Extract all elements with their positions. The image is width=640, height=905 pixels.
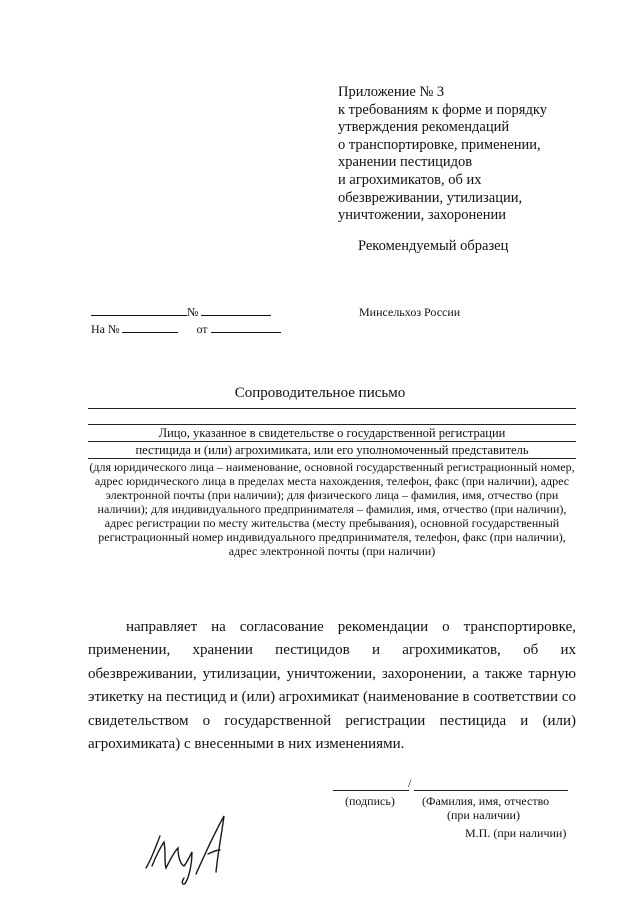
- sender-line-1: Лицо, указанное в свидетельстве о государственной регистрации: [158, 426, 506, 440]
- signature-field: [333, 790, 409, 791]
- outgoing-date-field: [91, 304, 187, 316]
- seal-label: М.П. (при наличии): [465, 826, 567, 840]
- number-sign: №: [187, 305, 199, 319]
- document-title: Сопроводительное письмо: [234, 385, 406, 401]
- name-field: [414, 790, 568, 791]
- annex-header: [338, 84, 598, 225]
- rule-line: [88, 458, 576, 459]
- handwritten-signature: [138, 808, 238, 888]
- annex-line: обезвреживании, утилизации,: [338, 189, 523, 206]
- ministry-name: Минсельхоз России: [359, 305, 461, 319]
- outgoing-number-field: [201, 304, 271, 316]
- annex-line: к требованиям к форме и порядку: [338, 101, 547, 118]
- name-label: (Фамилия, имя, отчество: [422, 794, 550, 808]
- name-label-2: (при наличии): [447, 808, 520, 822]
- outgoing-number-line: [91, 304, 271, 320]
- annex-line: уничтожении, захоронении: [338, 207, 506, 224]
- reply-date-field: [211, 321, 281, 333]
- annex-line: и агрохимикатов, об их: [338, 171, 482, 188]
- reply-number-field: [122, 321, 178, 333]
- annex-line: Приложение № 3: [338, 84, 445, 100]
- blank-line: [88, 408, 576, 409]
- signature-label: (подпись): [345, 794, 395, 808]
- annex-line: хранении пестицидов: [338, 154, 473, 171]
- reply-reference-line: [91, 321, 281, 337]
- annex-line: о транспортировке, применении,: [338, 136, 541, 153]
- reply-label: На №: [91, 322, 120, 336]
- recommended-sample-label: Рекомендуемый образец: [358, 238, 509, 254]
- sender-line-2: пестицида и (или) агрохимиката, или его уполномоченный представитель: [135, 443, 529, 457]
- signature-separator: /: [408, 776, 412, 790]
- annex-line: утверждения рекомендаций: [338, 119, 510, 136]
- from-label: от: [196, 322, 208, 336]
- sender-details-hint: (для юридического лица – наименование, основной государственный регистрационный номер, адрес юридического лица в пределах места нахождения, телефон, факс (при наличии), адрес электронной почты (при наличии); для физического лица – фамилия, имя, отчество (при наличии); для индивидуального предпринимателя – фамилия, имя, отчество (при наличии), адрес регистрации по месту жительства (месту пребывания), основной государственный регистрационный номер индивидуального предпринимателя, телефон, факс (при наличии), адрес электронной почты (при наличии): [89, 460, 575, 558]
- letter-body: направляет на согласование рекомендации о транспортировке, применении, хранении пестицидов и агрохимикатов, об их обезвреживании, утилизации, уничтожении, захоронении, а также тарную этикетку на пестицид и (или) агрохимикат (наименование в соответствии со свидетельством о государственной регистрации пестицида и (или) агрохимиката) с внесенными в них изменениями.: [88, 619, 576, 753]
